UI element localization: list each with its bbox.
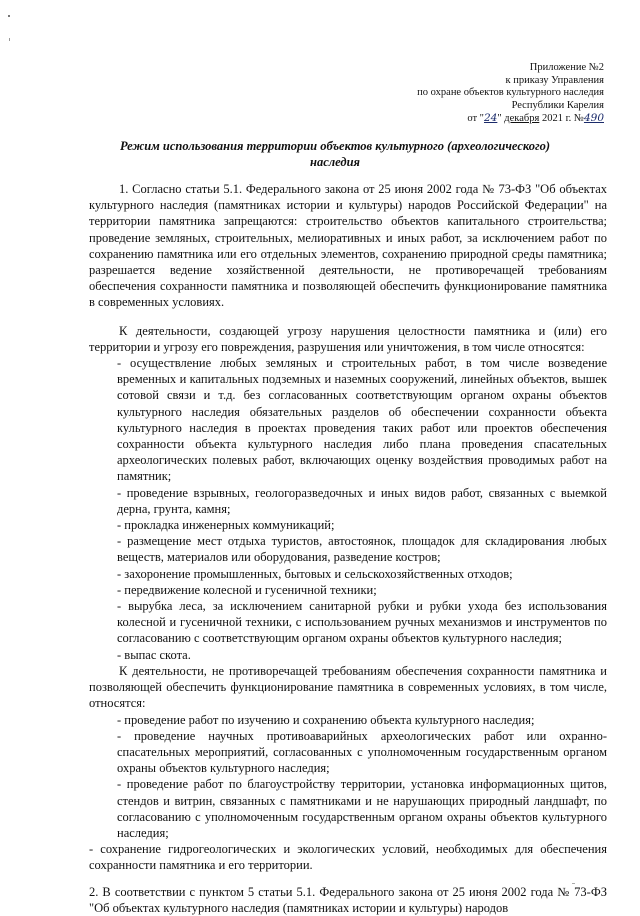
list-item: - осуществление любых земляных и строительных работ, в том числе возведение временных и капитальных подземных и наземных сооружений, линейных объектов, вышек сотовой связи и т.д. без согласованных соответствующим органом охраны объектов культурного наследия обязательных разделов об обеспечении сохранности объекта культурного наследия в проектах проведения таких работ или проектов обеспечения сохранности объекта культурного наследия либо плана проведения спасательных археологических полевых работ, включающих оценку воздействия проводимых работ на памятник; xyxy=(117,356,607,484)
allowed-intro: К деятельности, не противоречащей требованиям обеспечения сохранности памятника и позволяющей обеспечить функционирование памятника в современных условиях, в том числе, относятся: xyxy=(89,663,607,711)
issuing-authority: по охране объектов культурного наследия xyxy=(417,87,604,98)
list-item: - прокладка инженерных коммуникаций; xyxy=(117,518,335,533)
scan-speck xyxy=(9,38,10,41)
appendix-number: Приложение №2 xyxy=(529,62,604,73)
scan-speck xyxy=(8,15,10,17)
threat-intro: К деятельности, создающей угрозу нарушения целостности памятника и (или) его территории и угрозу его повреждения, разрушения или уничтожения, в том числе относятся: xyxy=(89,323,607,354)
list-item: - проведение работ по изучению и сохранению объекта культурного наследия; xyxy=(117,712,535,727)
list-item: - проведение научных противоаварийных археологических работ или охранно-спасательных мероприятий, согласованных с уполномоченным государственным органом охраны объектов культурного наследия; xyxy=(117,728,607,776)
issuing-authority-region: Республики Карелия xyxy=(511,99,604,111)
list-item: - сохранение гидрогеологических и экологических условий, необходимых для обеспечения сохранности памятника и его территории. xyxy=(89,842,607,873)
order-reference: к приказу Управления xyxy=(505,74,604,86)
paragraph-2: 2. В соответствии с пунктом 5 статьи 5.1. Федерального закона от 25 июня 2002 года № 73-ФЗ "Об объектах культурного наследия (памятниках истории и культуры) народов xyxy=(89,884,607,915)
list-item: - проведение работ по благоустройству территории, установка информационных щитов, стендов и витрин, связанных с памятниками и не нарушающих природный ландшафт, по согласованию с уполномоченным государственным органом охраны объектов культурного наследия; xyxy=(117,777,607,840)
date-month: декабря xyxy=(504,113,540,124)
list-item: - проведение взрывных, геологоразведочных и иных видов работ, связанных с выемкой дерна, грунта, камня; xyxy=(117,485,607,516)
list-item: - вырубка леса, за исключением санитарной рубки и рубки ухода без использования колесной и гусеничной техники, с использованием ручных механизмов и инструментов по согласованию с соответствующим органом охраны объектов культурного наследия; xyxy=(117,599,607,646)
handwritten-day: 24 xyxy=(483,112,498,124)
handwritten-order-number: 490 xyxy=(583,112,604,124)
document-title: Режим использования территории объектов культурного (археологического) наследия xyxy=(119,139,551,169)
appendix-header xyxy=(364,62,604,126)
list-item: - размещение мест отдыха туристов, автостоянок, площадок для складирования любых веществ, материалов или оборудования, разведение костров; xyxy=(117,534,607,565)
list-item: - выпас скота. xyxy=(117,647,191,662)
list-item: - передвижение колесной и гусеничной техники; xyxy=(117,582,377,597)
list-item: - захоронение промышленных, бытовых и сельскохозяйственных отходов; xyxy=(117,566,513,581)
paragraph-1: 1. Согласно статьи 5.1. Федерального закона от 25 июня 2002 года № 73-ФЗ "Об объектах культурного наследия (памятниках истории и культуры) народов Российской Федерации" на территории памятника запрещаются: строительство объектов капитального строительства; проведение земляных, строительных, мелиоративных и иных работ, за исключением работ по сохранению памятника или его отдельных элементов, сохранению природной среды памятника; разрешается ведение хозяйственной деятельности, не противоречащей требованиям обеспечения сохранности памятника и позволяющей обеспечить функционирование памятника в современных условиях. xyxy=(89,182,607,310)
order-date: от "24" декабря 2021 г. №490 xyxy=(467,112,604,124)
document-body xyxy=(89,181,607,916)
